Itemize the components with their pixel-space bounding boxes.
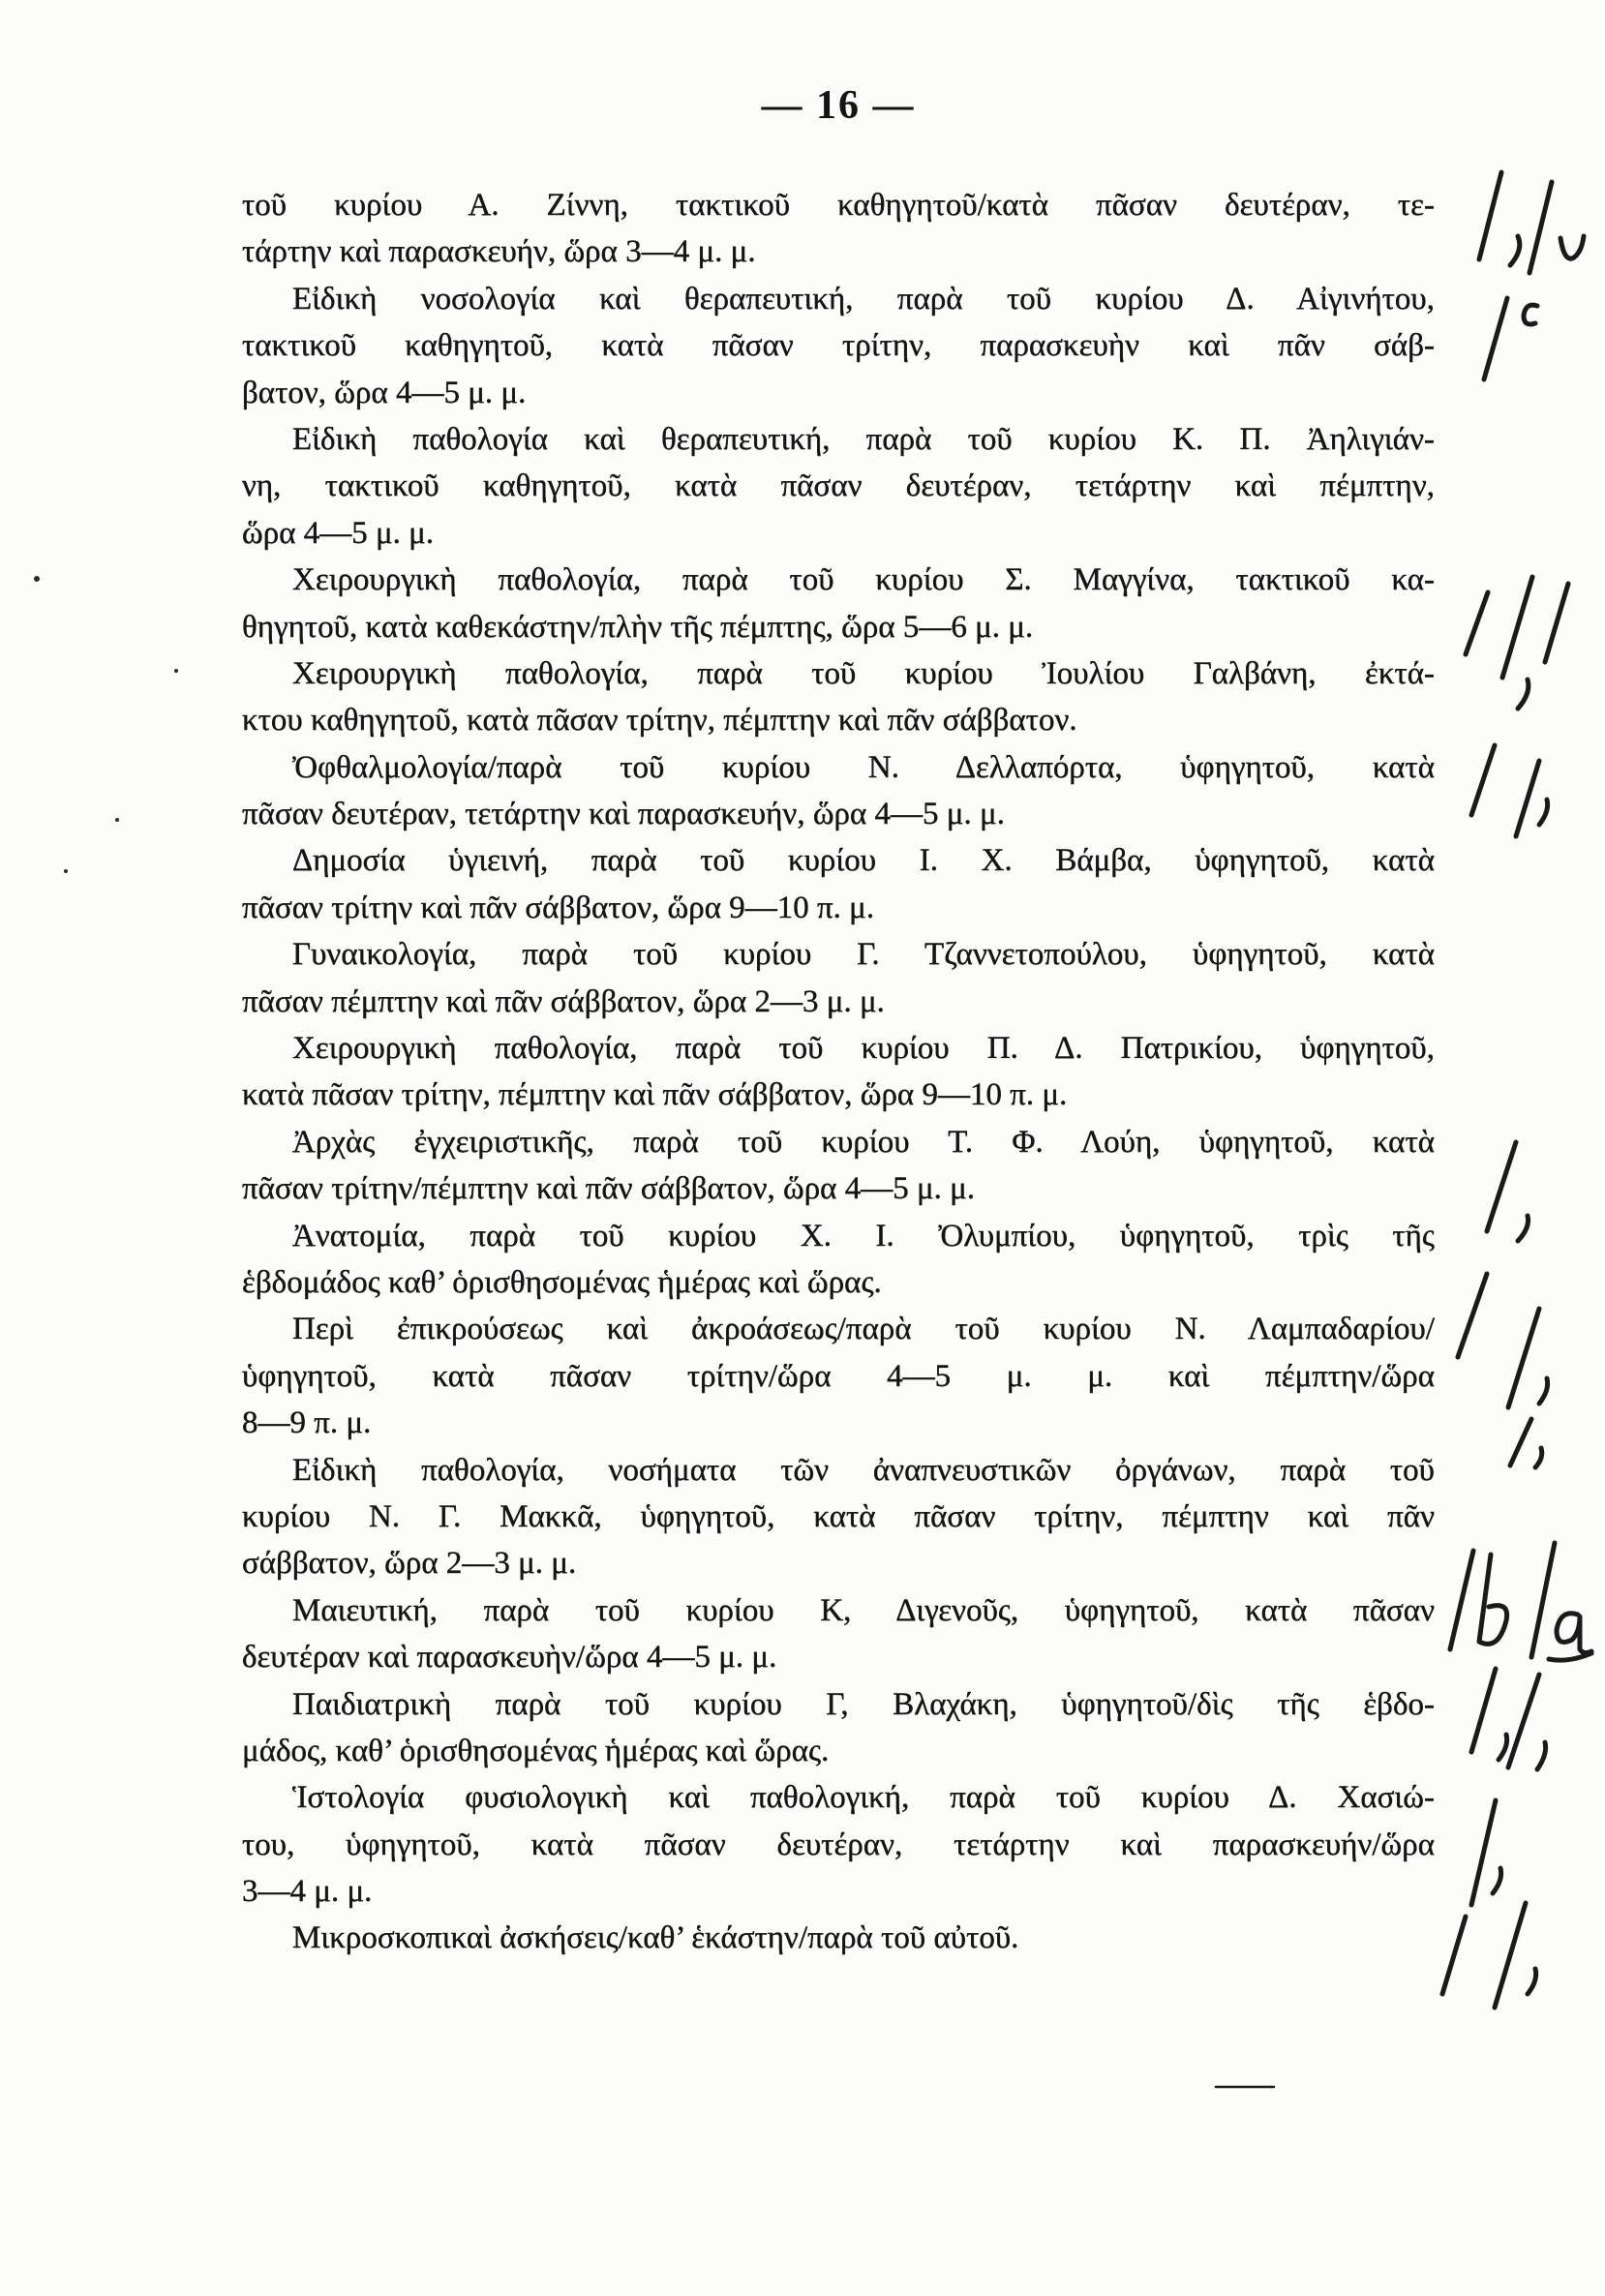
pen-slash-mark — [1466, 592, 1488, 654]
course-entry — [242, 1915, 1435, 1961]
pen-slash-mark — [1502, 577, 1532, 678]
text-line: Ἀνατομία, παρὰ τοῦ κυρίου Χ. Ι. Ὀλυμπίου, ὑφηγητοῦ, τρὶς τῆς — [292, 1218, 1435, 1254]
pen-comma-mark — [1499, 1735, 1507, 1760]
text-line: Περὶ ἐπικρούσεως καὶ ἀκροάσεως/παρὰ τοῦ κυρίου Ν. Λαμπαδαρίου/ — [292, 1312, 1435, 1347]
stray-ink-dot — [174, 669, 178, 673]
text-line: τάρτην καὶ παρασκευήν, ὥρα 3—4 μ. μ. — [242, 234, 756, 270]
pen-comma-mark — [1539, 800, 1548, 825]
course-entry — [242, 1306, 1435, 1446]
text-line: Χειρουργικὴ παθολογία, παρὰ τοῦ κυρίου Σ. Μαγγίνα, τακτικοῦ κα- — [292, 562, 1435, 598]
text-line: ἑβδομάδος καθ’ ὁρισθησομένας ἡμέρας καὶ ὥρας. — [242, 1264, 882, 1300]
text-line: πᾶσαν τρίτην καὶ πᾶν σάββατον, ὥρα 9—10 π. μ. — [242, 890, 875, 925]
text-line: 3—4 μ. μ. — [242, 1874, 373, 1910]
pen-slash-mark — [1471, 1800, 1496, 1905]
text-line: νη, τακτικοῦ καθηγητοῦ, κατὰ πᾶσαν δευτέραν, τετάρτην καὶ πέμπτην, — [242, 468, 1435, 504]
course-entry — [242, 1587, 1435, 1681]
text-line: Εἰδικὴ παθολογία καὶ θεραπευτική, παρὰ τοῦ κυρίου Κ. Π. Ἀηλιγιάν- — [292, 421, 1435, 457]
text-line: θηγητοῦ, κατὰ καθεκάστην/πλὴν τῆς πέμπτης, ὥρα 5—6 μ. μ. — [242, 609, 1034, 645]
pen-slash-mark — [1531, 1543, 1555, 1657]
text-line: Γυναικολογία, παρὰ τοῦ κυρίου Γ. Τζαννετοπούλου, ὑφηγητοῦ, κατὰ — [292, 937, 1435, 973]
pen-slash-mark — [1516, 761, 1539, 836]
text-line: σάββατον, ὥρα 2—3 μ. μ. — [242, 1546, 577, 1582]
pen-comma-mark — [1537, 1742, 1546, 1769]
text-line: Μαιευτική, παρὰ τοῦ κυρίου Κ, Διγενοῦς, ὑφηγητοῦ, κατὰ πᾶσαν — [292, 1592, 1435, 1628]
pen-slash-mark — [1545, 584, 1568, 662]
text-line: Ἱστολογία φυσιολογικὴ καὶ παθολογική, παρὰ τοῦ κυρίου Δ. Χασιώ- — [292, 1780, 1435, 1816]
course-entry — [242, 1025, 1435, 1119]
text-line: δευτέραν καὶ παρασκευὴν/ὥρα 4—5 μ. μ. — [242, 1640, 777, 1676]
pen-underline-mark — [1549, 1653, 1591, 1660]
pen-slash-mark — [1495, 1903, 1526, 2008]
pen-comma-mark — [1518, 1216, 1529, 1241]
text-line: τοῦ κυρίου Α. Ζίννη, τακτικοῦ καθηγητοῦ/κατὰ πᾶσαν δευτέραν, τε- — [242, 188, 1435, 223]
text-line: κτου καθηγητοῦ, κατὰ πᾶσαν τρίτην, πέμπτην καὶ πᾶν σάββατον. — [242, 703, 1077, 739]
text-line: Χειρουργικὴ παθολογία, παρὰ τοῦ κυρίου Ἰουλίου Γαλβάνη, ἐκτά- — [292, 655, 1435, 691]
course-entry — [242, 416, 1435, 557]
text-line: Εἰδικὴ παθολογία, νοσήματα τῶν ἀναπνευστικῶν ὀργάνων, παρὰ τοῦ — [292, 1452, 1435, 1488]
text-line: Δημοσία ὑγιεινή, παρὰ τοῦ κυρίου Ι. Χ. Βάμβα, ὑφηγητοῦ, κατὰ — [292, 843, 1435, 879]
stray-ink-dot — [115, 818, 119, 822]
text-line: πᾶσαν πέμπτην καὶ πᾶν σάββατον, ὥρα 2—3 μ. μ. — [242, 983, 885, 1019]
pen-comma-mark — [1528, 1969, 1536, 1994]
pen-comma-mark — [1518, 680, 1529, 709]
pen-slash-mark — [1479, 172, 1501, 259]
pen-slash-mark — [1450, 1551, 1473, 1649]
pen-slash-mark — [1487, 1142, 1516, 1231]
course-entry-continued — [242, 182, 1435, 276]
course-entry — [242, 744, 1435, 838]
pen-slash-mark — [1508, 1675, 1539, 1767]
course-entry — [242, 650, 1435, 744]
text-line: μάδος, καθ’ ὁρισθησομένας ἡμέρας καὶ ὥρας. — [242, 1733, 830, 1768]
body-text — [242, 182, 1435, 1963]
text-line: κατὰ πᾶσαν τρίτην, πέμπτην καὶ πᾶν σάββατον, ὥρα 9—10 π. μ. — [242, 1077, 1068, 1113]
pen-slash-mark — [1510, 1419, 1531, 1465]
text-line: τακτικοῦ καθηγητοῦ, κατὰ πᾶσαν τρίτην, παρασκευὴν καὶ πᾶν σάβ- — [242, 328, 1435, 364]
page-number: — 16 — — [761, 83, 916, 128]
course-entry — [242, 276, 1435, 416]
text-line: του, ὑφηγητοῦ, κατὰ πᾶσαν δευτέραν, τετάρτην καὶ παρασκευήν/ὥρα — [242, 1827, 1435, 1862]
text-line: πᾶσαν τρίτην/πέμπτην καὶ πᾶν σάββατον, ὥρα 4—5 μ. μ. — [242, 1171, 976, 1207]
course-entry — [242, 837, 1435, 931]
text-line: Μικροσκοπικαὶ ἀσκήσεις/καθ’ ἑκάστην/παρὰ τοῦ αὐτοῦ. — [292, 1920, 1019, 1956]
course-entry — [242, 1681, 1435, 1775]
pen-slash-mark — [1471, 745, 1495, 815]
pen-comma-mark — [1539, 1378, 1548, 1404]
course-entry — [242, 931, 1435, 1025]
pen-comma-mark — [1493, 1868, 1501, 1893]
pen-comma-mark — [1535, 1448, 1542, 1467]
course-entry — [242, 1213, 1435, 1307]
text-line: ὥρα 4—5 μ. μ. — [242, 515, 435, 551]
pen-slash-mark — [1442, 1917, 1466, 1994]
text-line: ὑφηγητοῦ, κατὰ πᾶσαν τρίτην/ὥρα 4—5 μ. μ. καὶ πέμπτην/ὥρα — [242, 1358, 1435, 1394]
pen-letter-mark — [1479, 1555, 1507, 1644]
pen-slash-mark — [1529, 182, 1552, 273]
stray-ink-dot — [34, 576, 40, 582]
pen-slash-mark — [1484, 298, 1507, 379]
pen-letter-mark — [1524, 305, 1537, 324]
text-line: Ὀφθαλμολογία/παρὰ τοῦ κυρίου Ν. Δελλαπόρτα, ὑφηγητοῦ, κατὰ — [292, 749, 1435, 785]
course-entry — [242, 1447, 1435, 1587]
text-line: πᾶσαν δευτέραν, τετάρτην καὶ παρασκευήν, ὥρα 4—5 μ. μ. — [242, 797, 1005, 832]
pen-slash-mark — [1508, 1309, 1539, 1407]
text-line: βατον, ὥρα 4—5 μ. μ. — [242, 375, 527, 410]
text-line: Παιδιατρικὴ παρὰ τοῦ κυρίου Γ, Βλαχάκη, ὑφηγητοῦ/δὶς τῆς ἑβδο- — [292, 1686, 1435, 1722]
text-line: Εἰδικὴ νοσολογία καὶ θεραπευτική, παρὰ τοῦ κυρίου Δ. Αἰγινήτου, — [292, 281, 1435, 317]
text-line: 8—9 π. μ. — [242, 1405, 372, 1441]
pen-letter-mark — [1557, 1614, 1591, 1653]
text-line: Ἀρχὰς ἐγχειριστικῆς, παρὰ τοῦ κυρίου Τ. Φ. Λούη, ὑφηγητοῦ, κατὰ — [292, 1124, 1435, 1160]
course-entry — [242, 557, 1435, 650]
course-entry — [242, 1774, 1435, 1915]
text-line: Χειρουργικὴ παθολογία, παρὰ τοῦ κυρίου Π. Δ. Πατρικίου, ὑφηγητοῦ, — [292, 1031, 1435, 1067]
pen-slash-mark — [1471, 1669, 1496, 1752]
stray-ink-dot — [64, 869, 68, 873]
text-line: κυρίου Ν. Γ. Μακκᾶ, ὑφηγητοῦ, κατὰ πᾶσαν τρίτην, πέμπτην καὶ πᾶν — [242, 1498, 1435, 1534]
pen-comma-mark — [1510, 236, 1520, 265]
pen-slash-mark — [1458, 1274, 1487, 1357]
course-entry — [242, 1119, 1435, 1213]
pen-letter-mark — [1560, 236, 1584, 258]
